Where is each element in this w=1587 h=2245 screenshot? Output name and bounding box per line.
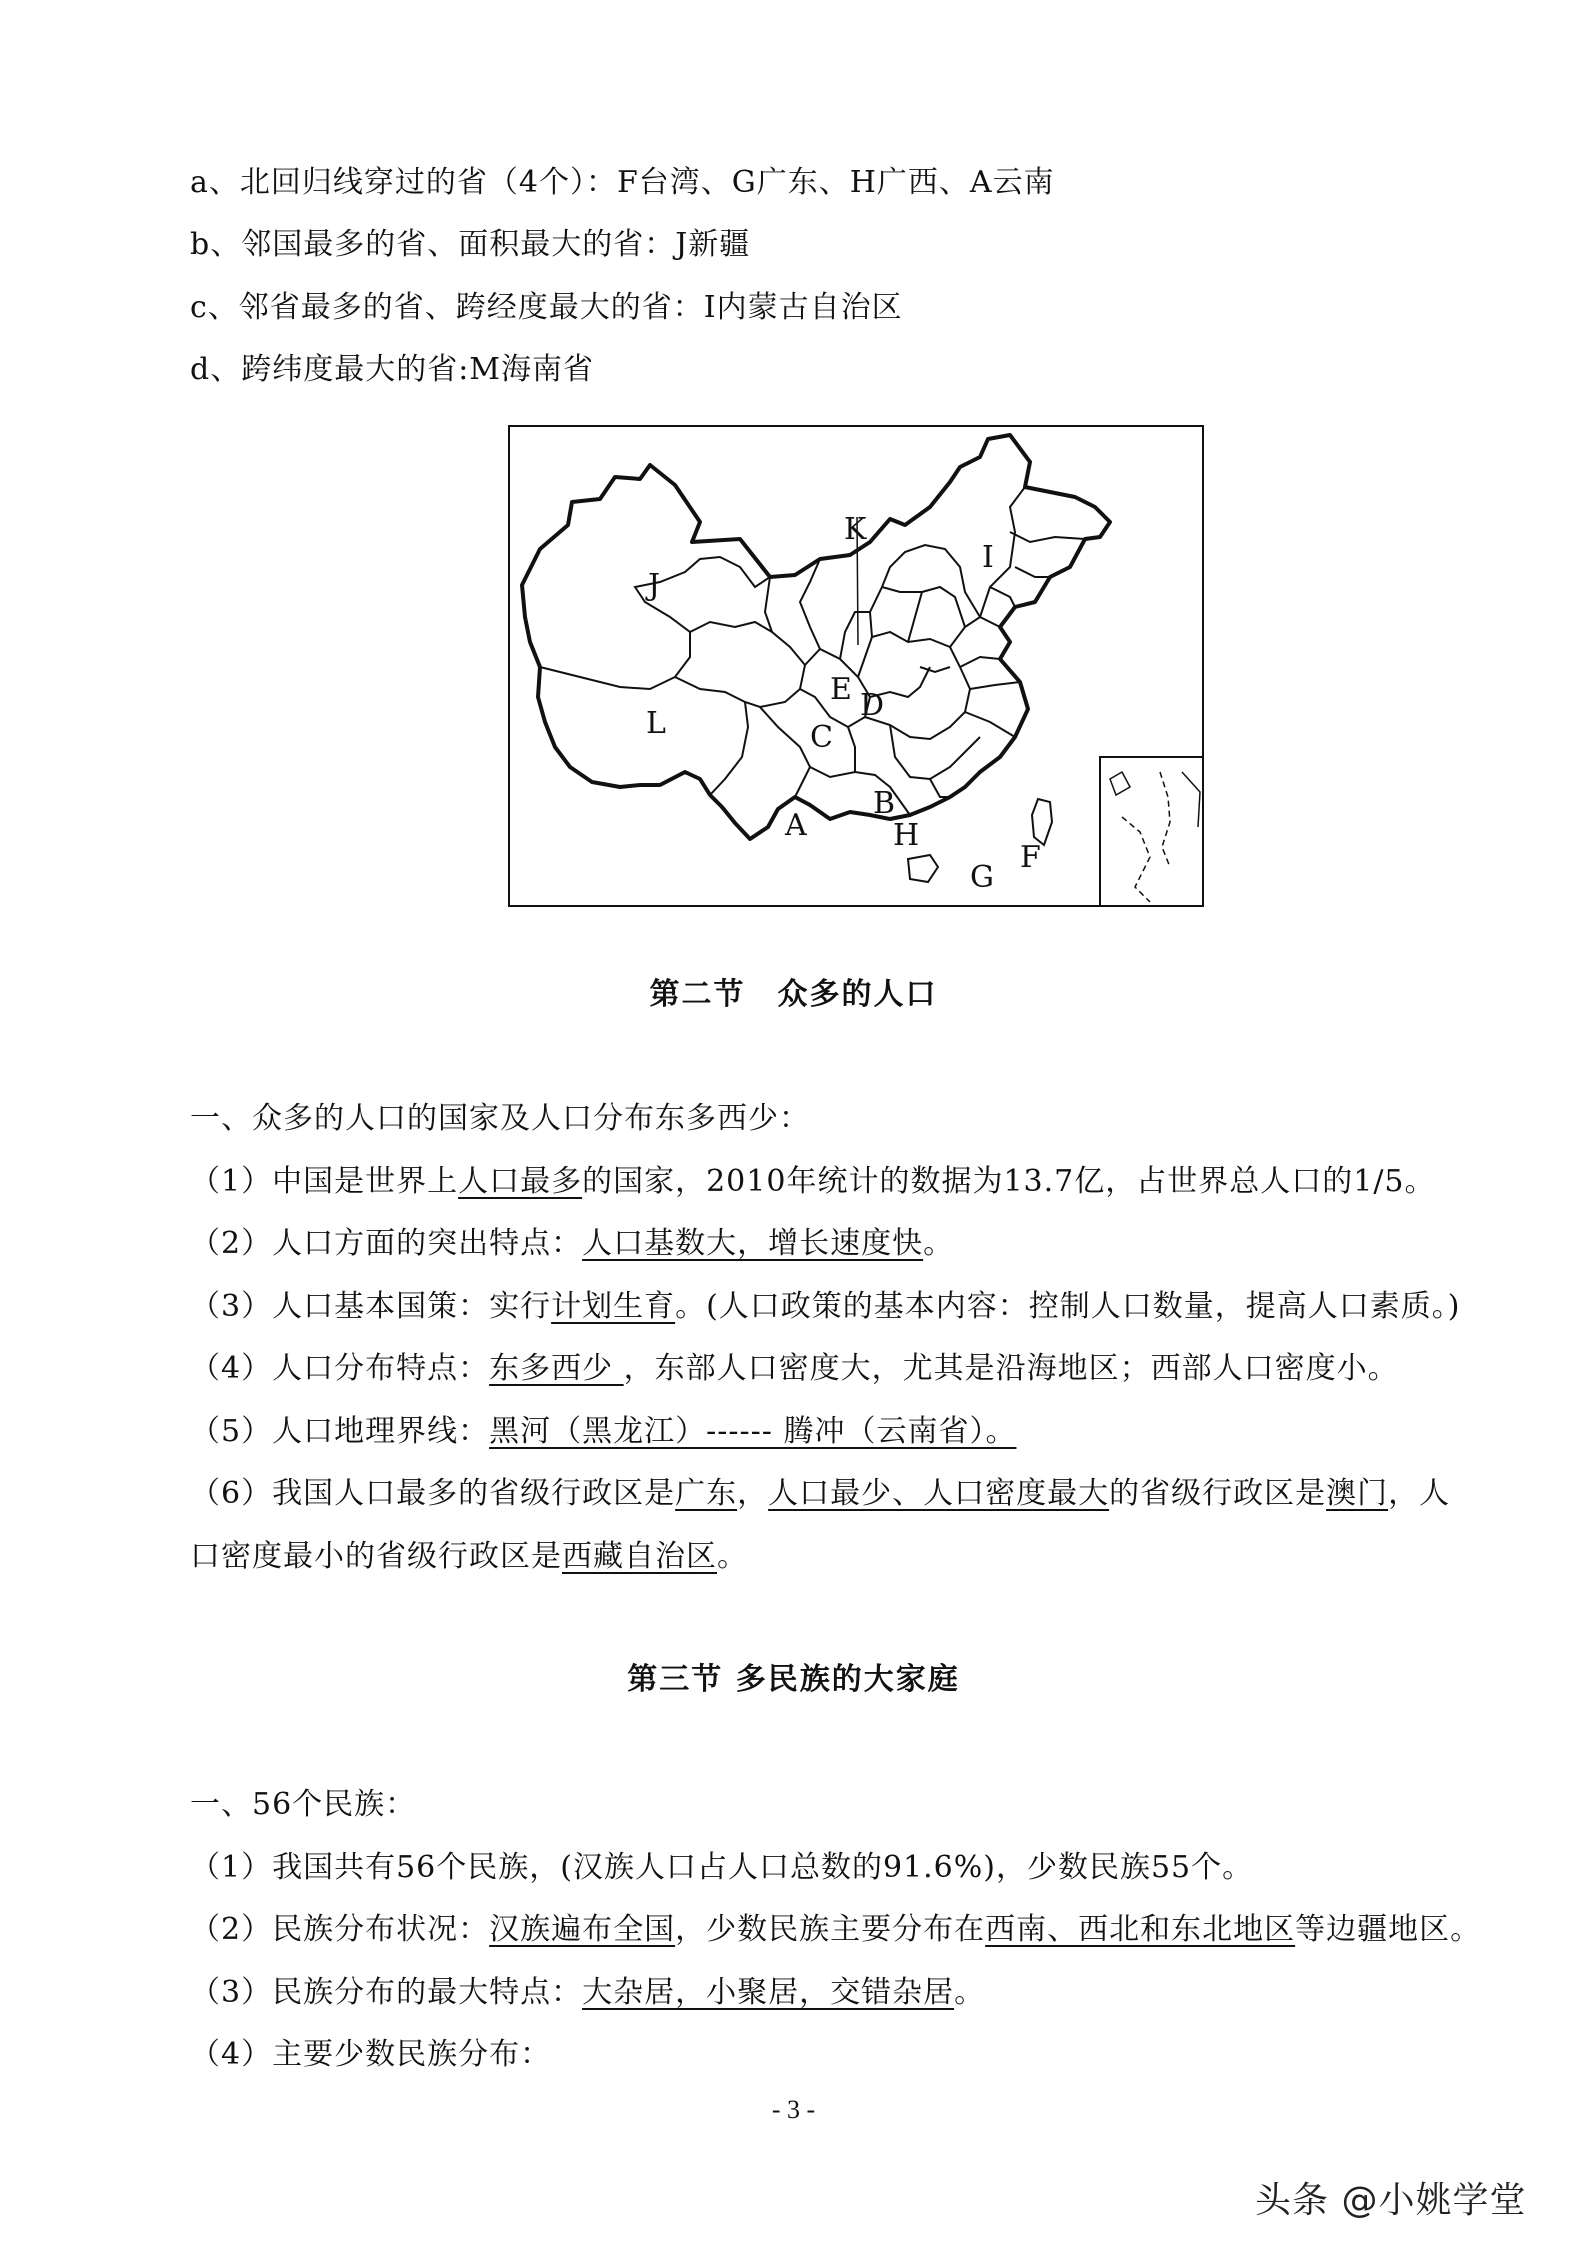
population-item-5: [190, 1412, 1016, 1452]
item-text: 。: [717, 1539, 748, 1574]
map-label-a: A: [785, 808, 807, 843]
item-text: （3）人口基本国策：实行: [190, 1289, 552, 1324]
hainan-island: [908, 855, 938, 882]
map-label-j: J: [648, 568, 661, 603]
watermark: 头条 @小姚学堂: [1255, 2180, 1527, 2221]
population-item-3: [190, 1287, 1461, 1327]
map-label-d: D: [860, 688, 885, 723]
map-label-k: K: [844, 512, 867, 547]
map-label-c: C: [810, 720, 833, 755]
item-text: （4）人口分布特点：: [190, 1351, 490, 1386]
china-map-drawing: [510, 427, 1204, 907]
item-text: 。(人口政策的基本内容：控制人口数量，提高人口素质。): [675, 1289, 1461, 1324]
item-answer: 东多西少: [489, 1351, 624, 1386]
item-answer: 人口最多: [458, 1164, 583, 1199]
item-text: ，少数民族主要分布在: [675, 1912, 986, 1947]
population-item-1: [190, 1162, 1436, 1202]
population-item-4: [190, 1349, 1399, 1389]
item-text: ，东部人口密度大，尤其是沿海地区；西部人口密度小。: [623, 1351, 1399, 1386]
item-text: （2）人口方面的突出特点：: [190, 1226, 583, 1261]
item-text: （5）人口地理界线：: [190, 1414, 490, 1449]
item-answer: 澳门: [1326, 1476, 1389, 1511]
item-answer: 人口基数大，增长速度快: [582, 1226, 924, 1261]
section-3-title: 第三节 多民族的大家庭: [627, 1662, 960, 1697]
item-text: ，: [737, 1476, 769, 1511]
item-text: （2）民族分布状况：: [190, 1912, 490, 1947]
page-number: - 3 -: [771, 2095, 816, 2124]
item-answer: 广东: [675, 1476, 738, 1511]
map-label-g: G: [970, 860, 994, 895]
section-3-heading: 一、56个民族：: [190, 1787, 417, 1822]
item-answer: 西南、西北和东北地区: [985, 1912, 1296, 1947]
china-map: [508, 425, 1204, 907]
item-text: （6）我国人口最多的省级行政区是: [190, 1476, 676, 1511]
item-text: 的国家，2010年统计的数据为13.7亿，占世界总人口的1/5。: [582, 1164, 1436, 1199]
item-answer: 计划生育: [551, 1289, 676, 1324]
map-label-h: H: [893, 818, 920, 853]
mainland-outline: [522, 435, 1110, 839]
item-text: 。: [923, 1226, 955, 1261]
map-label-l: L: [646, 706, 666, 741]
ethnic-item-4: [190, 2035, 551, 2075]
item-text: （3）民族分布的最大特点：: [190, 1975, 583, 2010]
map-label-f: F: [1020, 840, 1041, 875]
population-item-6-cont: [190, 1537, 748, 1577]
item-text: 。: [954, 1975, 986, 2010]
item-text: 等边疆地区。: [1295, 1912, 1482, 1947]
item-text: ，人: [1388, 1476, 1451, 1511]
item-answer: 汉族遍布全国: [489, 1912, 676, 1947]
map-label-b: B: [873, 786, 896, 821]
item-text: 的省级行政区是: [1109, 1476, 1327, 1511]
section-2-title: 第二节 众多的人口: [649, 977, 938, 1012]
item-answer: 大杂居，小聚居，交错杂居: [582, 1975, 955, 2010]
population-item-2: [190, 1224, 954, 1264]
fact-line-d: d、跨纬度最大的省:M海南省: [190, 352, 595, 387]
item-text: （1）中国是世界上: [190, 1164, 459, 1199]
item-answer: 西藏自治区: [562, 1539, 717, 1574]
ethnic-item-1: [190, 1848, 1253, 1888]
item-answer: 人口最少、人口密度最大: [768, 1476, 1110, 1511]
ethnic-item-2: [190, 1910, 1481, 1950]
fact-line-b: b、邻国最多的省、面积最大的省：J新疆: [190, 227, 751, 262]
item-text: （1）我国共有56个民族，(汉族人口占人口总数的91.6%)，少数民族55个。: [190, 1850, 1254, 1885]
item-text: （4）主要少数民族分布：: [190, 2037, 552, 2072]
item-answer: 黑河（黑龙江）------ 腾冲（云南省）。: [489, 1414, 1017, 1449]
section-2-heading: 一、众多的人口的国家及人口分布东多西少：: [190, 1101, 810, 1136]
ethnic-item-3: [190, 1973, 985, 2013]
map-label-i: I: [982, 540, 994, 575]
population-item-6: [190, 1474, 1450, 1514]
item-text: 口密度最小的省级行政区是: [190, 1539, 562, 1574]
fact-line-a: a、北回归线穿过的省（4个）：F台湾、G广东、H广西、A云南: [190, 165, 1055, 200]
taiwan-island: [1032, 799, 1052, 845]
map-label-e: E: [830, 672, 852, 707]
fact-line-c: c、邻省最多的省、跨经度最大的省：I内蒙古自治区: [190, 290, 903, 325]
